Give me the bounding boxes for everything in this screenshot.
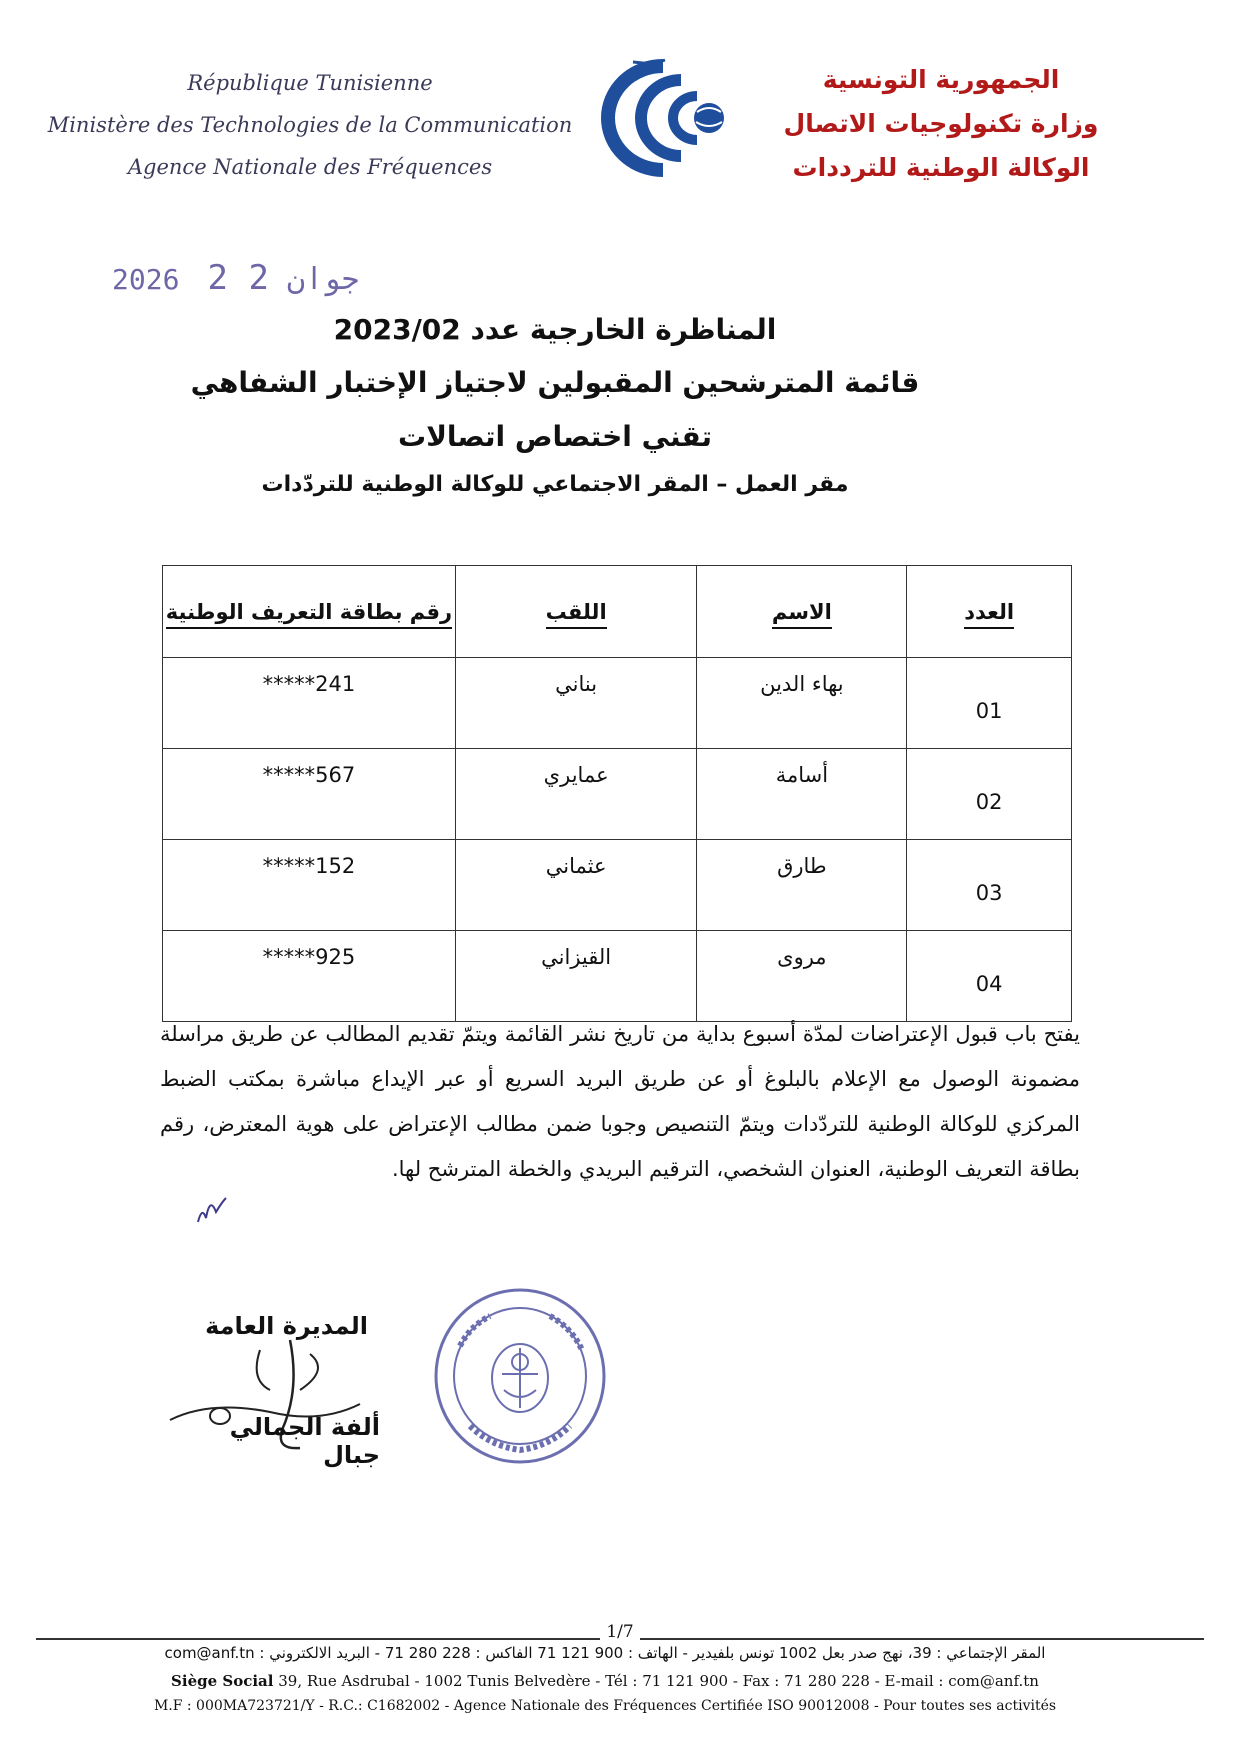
title-specialty: تقني اختصاص اتصالات	[397, 420, 713, 453]
footer-address-french	[100, 1672, 1110, 1690]
agency-logo-icon	[593, 58, 743, 178]
date-stamp	[112, 258, 359, 298]
objection-notice: يفتح باب قبول الإعتراضات لمدّة أسبوع بداية من تاريخ نشر القائمة ويتمّ تقديم المطالب عن طريق مراسلة مضمونة الوصول مع الإعلام بالبلوغ أو عن طريق البريد السريع أو عبر الإيداع مباشرة بمكتب الضبط المركزي للوكالة الوطنية للتردّدات ويتمّ التنصيص وجوبا ضمن مطالب الإعتراض على هوية المعترض، رقم بطاقة التعريف الوطنية، العنوان الشخصي، الترقيم البريدي والخطة المترشح لها.	[160, 1022, 1080, 1181]
title-competition: المناظرة الخارجية عدد 2023/02	[333, 313, 777, 346]
header-ar-line-3: الوكالة الوطنية للترددات	[792, 153, 1090, 182]
candidates-table	[162, 565, 1072, 1022]
footer-registration: M.F : 000MA723721/Y - R.C.: C1682002 - Agence Nationale des Fréquences Certifiée ISO 90012008 - Pour toutes ses activités	[153, 1698, 1057, 1714]
header-num: العدد	[907, 566, 1072, 658]
cell-surname: القيزاني	[455, 931, 696, 1022]
page-number: 1/7	[600, 1622, 640, 1642]
signatory-name: ألفة الجمالي جبال	[229, 1413, 380, 1469]
table-row	[163, 931, 1072, 1022]
header-ar-line-2: وزارة تكنولوجيات الاتصال	[783, 109, 1099, 138]
official-seal-icon	[430, 1286, 610, 1466]
cell-name: طارق	[697, 840, 907, 931]
handwritten-initial-icon	[192, 1188, 232, 1228]
cell-name: أسامة	[697, 749, 907, 840]
table-header-row	[163, 566, 1072, 658]
header-ar-line-1: الجمهورية التونسية	[822, 65, 1060, 94]
stamp-year: 2026	[112, 263, 180, 296]
header-fr-line-3: Agence Nationale des Fréquences	[127, 155, 493, 179]
table-row	[163, 840, 1072, 931]
table-row	[163, 749, 1072, 840]
header-name: الاسم	[697, 566, 907, 658]
cell-surname: عثماني	[455, 840, 696, 931]
document-titles	[150, 304, 960, 506]
cell-id: *****567	[163, 749, 456, 840]
title-workplace: مقر العمل – المقر الاجتماعي للوكالة الوطنية للتردّدات	[261, 472, 849, 497]
cell-num: 03	[907, 840, 1072, 931]
cell-surname: عمايري	[455, 749, 696, 840]
footer-head-office-label: Siège Social	[171, 1672, 274, 1690]
stamp-day: 2 2	[207, 258, 269, 298]
cell-name: بهاء الدين	[697, 658, 907, 749]
header-surname: اللقب	[455, 566, 696, 658]
header-arabic	[776, 58, 1106, 190]
signatory-title: المديرة العامة	[205, 1312, 368, 1340]
table-row	[163, 658, 1072, 749]
header-id: رقم بطاقة التعريف الوطنية	[163, 566, 456, 658]
footer-head-office-address: 39, Rue Asdrubal - 1002 Tunis Belvedère - Tél : 71 121 900 - Fax : 71 280 228 - E-mail : com@anf.tn	[278, 1672, 1039, 1690]
cell-id: *****241	[163, 658, 456, 749]
cell-num: 04	[907, 931, 1072, 1022]
footer-address-arabic: المقر الإجتماعي : 39، نهج صدر بعل 1002 تونس بلفيدير - الهاتف : 900 121 71 الفاكس : 228 280 71 - البريد الالكتروني : com@anf.tn	[164, 1644, 1046, 1662]
header-fr-line-2: Ministère des Technologies de la Communication	[47, 113, 573, 137]
cell-num: 01	[907, 658, 1072, 749]
cell-num: 02	[907, 749, 1072, 840]
stamp-month: جوان	[287, 262, 360, 297]
cell-id: *****925	[163, 931, 456, 1022]
cell-id: *****152	[163, 840, 456, 931]
cell-surname: بناني	[455, 658, 696, 749]
cell-name: مروى	[697, 931, 907, 1022]
header-fr-line-1: République Tunisienne	[187, 71, 433, 95]
header-french	[40, 62, 580, 188]
title-list: قائمة المترشحين المقبولين لاجتياز الإختبار الشفاهي	[190, 366, 920, 399]
